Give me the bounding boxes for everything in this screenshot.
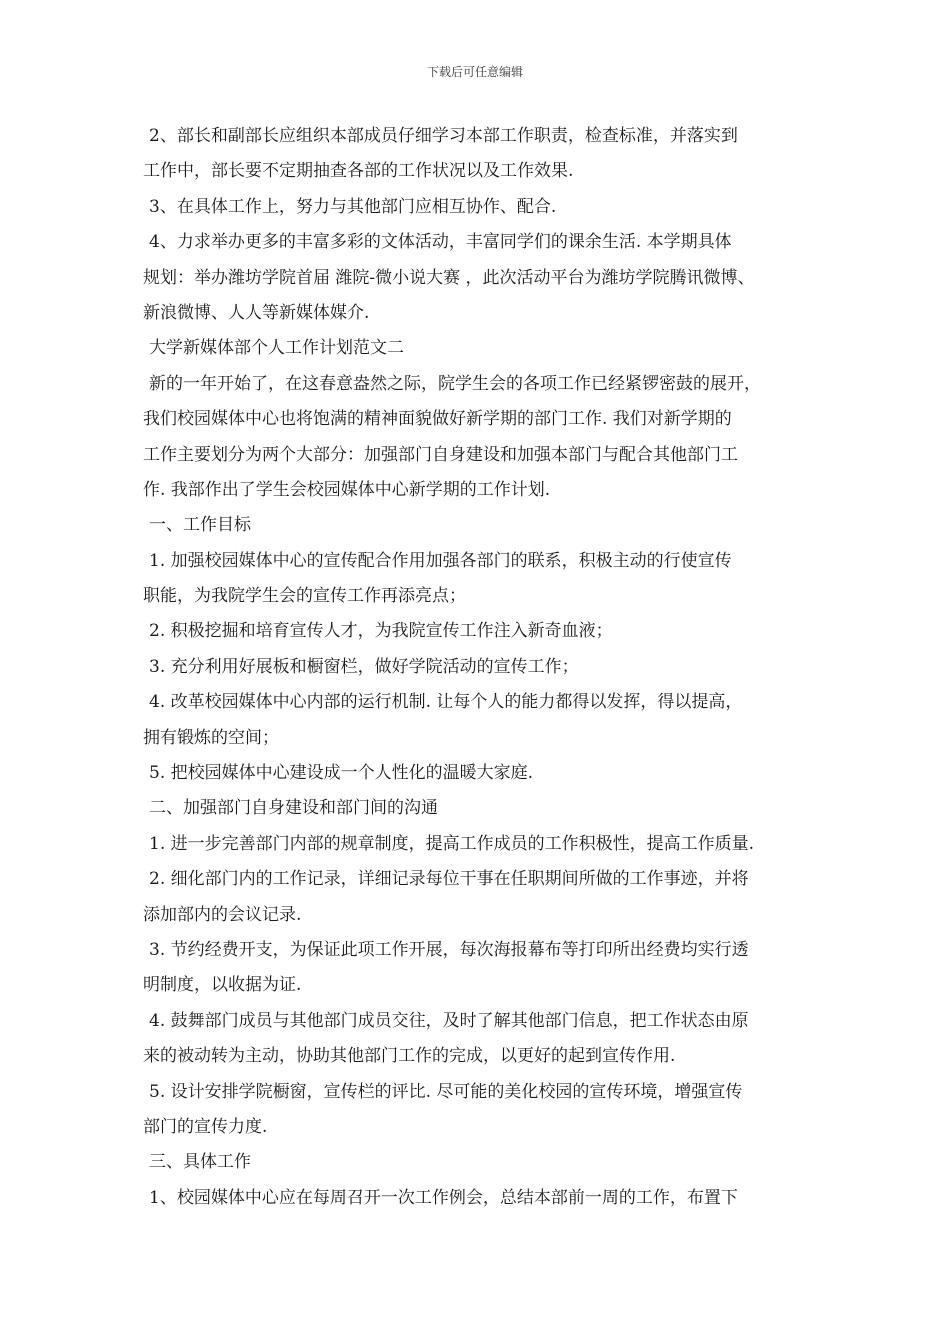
text-line: 2. 积极挖掘和培育宣传人才，为我院宣传工作注入新奇血液； <box>149 621 613 642</box>
page-header-note: 下载后可任意编辑 <box>426 65 523 79</box>
document-body <box>143 119 823 1216</box>
text-line: 明制度，以收据为证. <box>143 975 302 996</box>
text-line: 3、在具体工作上，努力与其他部门应相互协作、配合. <box>149 196 557 217</box>
text-line: 一、工作目标 <box>149 515 251 536</box>
text-line: 5. 设计安排学院橱窗，宣传栏的评比. 尽可能的美化校园的宣传环境，增强宣传 <box>149 1081 743 1102</box>
text-line: 工作中，部长要不定期抽查各部的工作状况以及工作效果. <box>143 161 574 182</box>
text-line: 规划：举办潍坊学院首届 潍院-微小说大赛 ，此次活动平台为潍坊学院腾讯微博、 <box>143 267 755 288</box>
text-line: 4. 鼓舞部门成员与其他部门成员交往，及时了解其他部门信息，把工作状态由原 <box>149 1010 749 1031</box>
text-line: 添加部内的会议记录. <box>143 904 302 925</box>
text-line: 大学新媒体部个人工作计划范文二 <box>149 338 404 359</box>
text-line: 职能，为我院学生会的宣传工作再添亮点； <box>143 586 466 607</box>
text-line: 4、力求举办更多的丰富多彩的文体活动，丰富同学们的课余生活. 本学期具体 <box>149 232 732 253</box>
text-line: 三、具体工作 <box>149 1152 251 1173</box>
text-line: 4. 改革校园媒体中心内部的运行机制. 让每个人的能力都得以发挥，得以提高， <box>149 692 743 713</box>
text-line: 1、校园媒体中心应在每周召开一次工作例会，总结本部前一周的工作，布置下 <box>149 1187 738 1208</box>
text-line: 新浪微博、人人等新媒体媒介. <box>143 302 370 323</box>
text-line: 1. 加强校园媒体中心的宣传配合作用加强各部门的联系，积极主动的行使宣传 <box>149 550 732 571</box>
text-line: 2、部长和副部长应组织本部成员仔细学习本部工作职责，检查标准，并落实到 <box>149 126 738 146</box>
text-line: 新的一年开始了，在这春意盎然之际，院学生会的各项工作已经紧锣密鼓的展开， <box>149 373 761 394</box>
text-line: 作. 我部作出了学生会校园媒体中心新学期的工作计划. <box>143 479 551 500</box>
text-line: 我们校园媒体中心也将饱满的精神面貌做好新学期的部门工作. 我们对新学期的 <box>143 409 732 430</box>
text-line: 工作主要划分为两个大部分：加强部门自身建设和加强本部门与配合其他部门工 <box>143 444 738 465</box>
text-line: 拥有锻炼的空间； <box>143 727 279 748</box>
text-line: 3. 节约经费开支，为保证此项工作开展，每次海报幕布等打印所出经费均实行透 <box>149 939 749 960</box>
text-line: 2. 细化部门内的工作记录，详细记录每位干事在任职期间所做的工作事迹，并将 <box>149 869 749 890</box>
text-line: 部门的宣传力度. <box>143 1116 268 1137</box>
text-line: 来的被动转为主动，协助其他部门工作的完成，以更好的起到宣传作用. <box>143 1046 676 1067</box>
text-line: 3. 充分利用好展板和橱窗栏，做好学院活动的宣传工作； <box>149 656 579 677</box>
text-line: 1. 进一步完善部门内部的规章制度，提高工作成员的工作积极性，提高工作质量. <box>149 833 755 854</box>
text-line: 5. 把校园媒体中心建设成一个人性化的温暖大家庭. <box>149 763 534 784</box>
text-line: 二、加强部门自身建设和部门间的沟通 <box>149 798 438 819</box>
